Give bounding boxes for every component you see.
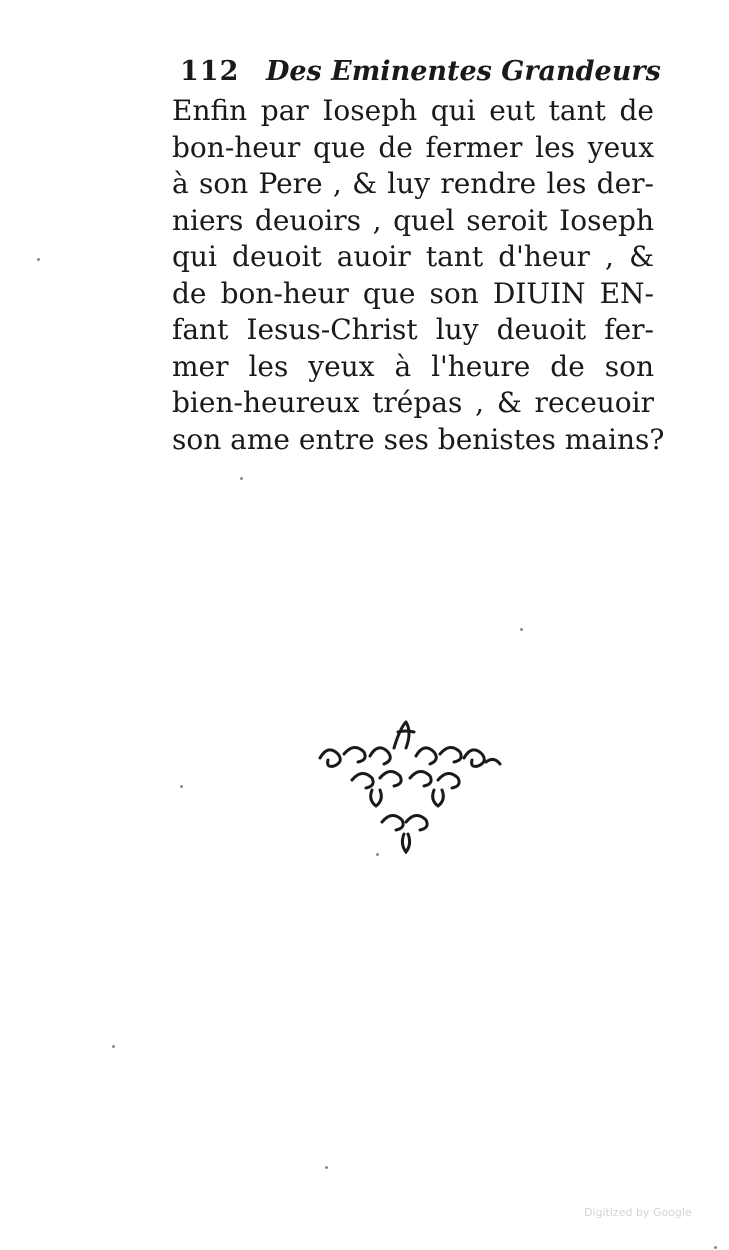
text-line: de bon-heur que son DIUIN EN- bbox=[172, 276, 654, 310]
running-title: Des Eminentes Grandeurs bbox=[265, 56, 661, 87]
print-speck bbox=[376, 853, 379, 856]
text-line: fant Iesus-Christ luy deuoit fer- bbox=[172, 313, 654, 346]
print-speck bbox=[180, 785, 183, 788]
text-line: mer les yeux à l'heure de son bbox=[172, 349, 654, 383]
print-speck bbox=[240, 477, 243, 480]
page-number: 112 bbox=[180, 56, 240, 87]
print-speck bbox=[37, 258, 40, 261]
text-line: Enfin par Ioseph qui eut tant de bbox=[172, 94, 654, 127]
text-line: qui deuoit auoir tant d'heur , & bbox=[172, 240, 654, 273]
running-head bbox=[180, 52, 661, 92]
print-speck bbox=[714, 1246, 717, 1249]
print-speck bbox=[325, 1166, 328, 1169]
print-speck bbox=[112, 1045, 115, 1048]
print-speck bbox=[520, 628, 523, 631]
text-line: son ame entre ses benistes mains? bbox=[172, 422, 665, 456]
tailpiece-ornament-icon bbox=[310, 718, 510, 860]
text-line: bien-heureux trépas , & receuoir bbox=[172, 386, 654, 419]
text-line: à son Pere , & luy rendre les der- bbox=[172, 167, 654, 200]
digitization-watermark: Digitized by Google bbox=[584, 1206, 692, 1219]
text-line: bon-heur que de fermer les yeux bbox=[172, 130, 654, 164]
text-line: niers deuoirs , quel seroit Ioseph bbox=[172, 203, 654, 237]
body-paragraph bbox=[172, 93, 665, 458]
